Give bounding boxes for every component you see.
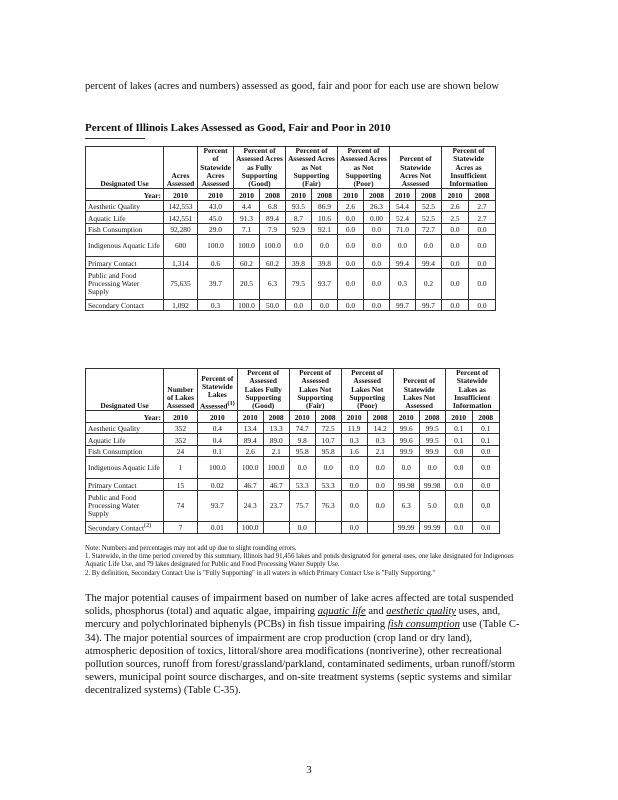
data-cell: 0.0 — [442, 235, 469, 257]
data-cell: 0.0 — [341, 490, 367, 521]
year-cell: 2010 — [198, 411, 238, 423]
table-row — [86, 299, 496, 311]
data-cell: 76.3 — [315, 490, 341, 521]
data-cell: 0.0 — [312, 235, 338, 257]
table-row — [86, 490, 500, 521]
data-cell: 52.4 — [390, 212, 416, 224]
data-cell: 60.2 — [234, 257, 260, 269]
data-cell: 10.6 — [312, 212, 338, 224]
year-cell: 2010 — [234, 189, 260, 201]
data-cell: 9.8 — [289, 434, 315, 446]
data-cell: 0.2 — [416, 268, 442, 299]
data-cell: 0.0 — [442, 268, 469, 299]
year-cell: 2008 — [469, 189, 496, 201]
data-cell: 95.8 — [289, 445, 315, 457]
body-text: The major potential causes of impairment based on number of lake acres affected are total suspended solids, phosphorus (total) and aquatic algae, impairing — [85, 593, 514, 618]
data-cell: 352 — [164, 434, 198, 446]
data-cell: 2.7 — [469, 200, 496, 212]
table-title: Percent of Illinois Lakes Assessed as Good, Fair and Poor in 2010 — [85, 122, 391, 134]
data-cell: 0.0 — [338, 299, 364, 311]
lakes-count-table — [85, 368, 500, 534]
header-number-assessed: Number of Lakes Assessed — [164, 369, 198, 411]
year-cell: 2008 — [315, 411, 341, 423]
header-text: Percent of Statewide Lakes Assessed — [200, 373, 234, 411]
year-cell: 2010 — [164, 189, 198, 201]
data-cell: 79.5 — [286, 268, 312, 299]
intro-paragraph: percent of lakes (acres and numbers) assessed as good, fair and poor for each use are shown below — [85, 81, 500, 92]
data-cell: 0.0 — [472, 490, 499, 521]
data-cell: 0.0 — [338, 212, 364, 224]
footnote-marker: (1) — [227, 400, 235, 407]
row-label: Secondary Contact — [86, 299, 164, 311]
year-cell: 2010 — [237, 411, 263, 423]
header-not-assessed: Percent of Statewide Lakes Not Assessed — [393, 369, 445, 411]
header-not-assessed: Percent of Statewide Acres Not Assessed — [390, 147, 442, 189]
table-row — [86, 235, 496, 257]
data-cell: 0.0 — [469, 299, 496, 311]
data-cell: 0.0 — [472, 457, 499, 479]
table-row — [86, 434, 500, 446]
data-cell: 0.0 — [419, 457, 445, 479]
data-cell: 0.0 — [289, 521, 315, 533]
year-cell: 2010 — [164, 411, 198, 423]
body-paragraph — [85, 592, 525, 698]
data-cell: 0.0 — [393, 457, 419, 479]
header-designated-use: Designated Use — [86, 147, 164, 189]
data-cell: 0.0 — [445, 445, 472, 457]
data-cell: 5.0 — [419, 490, 445, 521]
data-cell: 2.6 — [442, 200, 469, 212]
table-row — [86, 422, 500, 434]
data-cell: 0.0 — [364, 223, 390, 235]
data-cell: 6.8 — [260, 200, 286, 212]
year-cell: 2008 — [260, 189, 286, 201]
data-cell: 26.3 — [364, 200, 390, 212]
data-cell: 0.0 — [472, 521, 499, 533]
row-label-text: Secondary Contact — [88, 523, 145, 533]
data-cell: 99.7 — [390, 299, 416, 311]
data-cell: 0.4 — [198, 422, 238, 434]
header-designated-use: Designated Use — [86, 369, 164, 411]
data-cell: 53.3 — [289, 479, 315, 491]
table-row — [86, 521, 500, 533]
data-cell: 0.3 — [198, 299, 234, 311]
data-cell: 91.3 — [234, 212, 260, 224]
data-cell: 24 — [164, 445, 198, 457]
data-cell: 0.3 — [341, 434, 367, 446]
data-cell — [367, 521, 393, 533]
data-cell: 0.0 — [469, 223, 496, 235]
data-cell: 99.6 — [393, 422, 419, 434]
data-cell: 0.1 — [445, 434, 472, 446]
data-cell: 7 — [164, 521, 198, 533]
data-cell: 13.3 — [263, 422, 289, 434]
data-cell: 0.0 — [364, 235, 390, 257]
data-cell: 74.7 — [289, 422, 315, 434]
page-number: 3 — [306, 764, 312, 776]
data-cell: 0.0 — [364, 257, 390, 269]
data-cell: 39.8 — [312, 257, 338, 269]
data-cell: 0.0 — [286, 299, 312, 311]
data-cell: 0.0 — [338, 257, 364, 269]
data-cell: 0.02 — [198, 479, 238, 491]
data-cell: 0.3 — [390, 268, 416, 299]
header-insufficient-info: Percent of Statewide Acres as Insufficient Information — [442, 147, 496, 189]
data-cell: 0.4 — [198, 434, 238, 446]
data-cell: 99.9 — [393, 445, 419, 457]
table-row — [86, 479, 500, 491]
data-cell: 89.4 — [260, 212, 286, 224]
data-cell: 0.0 — [312, 299, 338, 311]
data-cell: 0.0 — [469, 257, 496, 269]
data-cell: 0.0 — [367, 457, 393, 479]
data-cell: 0.0 — [315, 457, 341, 479]
data-cell: 75,635 — [164, 268, 198, 299]
year-cell: 2010 — [393, 411, 419, 423]
data-cell: 0.01 — [198, 521, 238, 533]
data-cell: 0.0 — [338, 235, 364, 257]
table-row — [86, 257, 496, 269]
data-cell: 52.5 — [416, 212, 442, 224]
data-cell: 53.3 — [315, 479, 341, 491]
data-cell: 0.0 — [364, 299, 390, 311]
data-cell: 0.0 — [445, 490, 472, 521]
data-cell: 2.6 — [237, 445, 263, 457]
row-label: Fish Consumption — [86, 223, 164, 235]
data-cell: 0.0 — [445, 479, 472, 491]
data-cell: 2.5 — [442, 212, 469, 224]
data-cell: 0.0 — [390, 235, 416, 257]
data-cell: 100.0 — [263, 457, 289, 479]
data-cell: 0.0 — [364, 268, 390, 299]
data-cell: 71.0 — [390, 223, 416, 235]
data-cell: 1,092 — [164, 299, 198, 311]
data-cell: 7.9 — [260, 223, 286, 235]
data-cell: 0.0 — [338, 223, 364, 235]
data-cell: 6.3 — [260, 268, 286, 299]
data-cell: 8.7 — [286, 212, 312, 224]
data-cell: 0.00 — [364, 212, 390, 224]
year-cell: 2010 — [390, 189, 416, 201]
table-row — [86, 200, 496, 212]
data-cell: 72.5 — [315, 422, 341, 434]
table-header-row — [86, 147, 496, 189]
data-cell — [263, 521, 289, 533]
acres-table — [85, 146, 496, 311]
data-cell: 14.2 — [367, 422, 393, 434]
data-cell: 89.4 — [237, 434, 263, 446]
year-cell: 2008 — [367, 411, 393, 423]
data-cell: 0.1 — [445, 422, 472, 434]
row-label: Aquatic Life — [86, 434, 164, 446]
year-label: Year: — [86, 189, 164, 201]
data-cell: 4.4 — [234, 200, 260, 212]
table-row — [86, 268, 496, 299]
data-cell: 20.5 — [234, 268, 260, 299]
year-cell: 2008 — [312, 189, 338, 201]
body-text: use (Table C-34). The major potential sources of impairment are crop production (crop land or dry land), atmospheric deposition of toxics, littoral/shore area modifications (nonriverine), other recreational pollution sources, runoff from forest/grassland/parkland, contaminated sediments, urban runoff/storm sewers, municipal point source discharges, and on-site treatment systems (septic systems and similar decentralized systems) (Table C-35). — [85, 619, 520, 697]
data-cell: 93.7 — [312, 268, 338, 299]
header-insufficient-info: Percent of Statewide Lakes as Insufficient Information — [445, 369, 499, 411]
row-label: Aesthetic Quality — [86, 200, 164, 212]
data-cell: 93.7 — [198, 490, 238, 521]
year-cell: 2010 — [338, 189, 364, 201]
note-rounding: Note: Numbers and percentages may not add up due to slight rounding errors. — [85, 545, 297, 552]
data-cell: 0.0 — [469, 235, 496, 257]
data-cell: 99.7 — [416, 299, 442, 311]
data-cell: 13.4 — [237, 422, 263, 434]
data-cell: 99.9 — [419, 445, 445, 457]
row-label: Public and Food Processing Water Supply — [86, 268, 164, 299]
year-cell: 2010 — [341, 411, 367, 423]
footnote-marker: (2) — [144, 522, 152, 529]
table-row — [86, 457, 500, 479]
year-cell: 2010 — [289, 411, 315, 423]
data-cell: 0.1 — [472, 422, 499, 434]
year-cell: 2008 — [364, 189, 390, 201]
year-label: Year: — [86, 411, 164, 423]
data-cell: 0.0 — [469, 268, 496, 299]
body-text: uses, and, mercury and polychlorinated biphenyls (PCBs) in fish tissue impairing — [85, 606, 501, 631]
data-cell: 10.7 — [315, 434, 341, 446]
data-cell: 99.4 — [416, 257, 442, 269]
data-cell: 99.99 — [393, 521, 419, 533]
year-cell: 2010 — [198, 189, 234, 201]
data-cell: 24.3 — [237, 490, 263, 521]
row-label — [86, 521, 164, 533]
year-cell: 2010 — [286, 189, 312, 201]
data-cell: 100.0 — [234, 235, 260, 257]
header-not-supporting-fair: Percent of Assessed Acres as Not Supporting (Fair) — [286, 147, 338, 189]
note-statewide: 1. Statewide, in the time period covered by this summary, Illinois had 91,456 lakes and ponds designated for general uses, one lake designated for Indigenous Aquatic Life Use, and 79 lakes designated for Public and Food Processing Water Supply Use. — [85, 553, 514, 569]
year-row — [86, 411, 500, 423]
table-row — [86, 445, 500, 457]
row-label: Aesthetic Quality — [86, 422, 164, 434]
data-cell: 100.0 — [237, 457, 263, 479]
data-cell: 0.0 — [338, 268, 364, 299]
data-cell: 52.5 — [416, 200, 442, 212]
year-cell: 2008 — [263, 411, 289, 423]
table-header-row — [86, 369, 500, 411]
data-cell: 0.0 — [445, 521, 472, 533]
data-cell: 100.0 — [234, 299, 260, 311]
row-label: Fish Consumption — [86, 445, 164, 457]
data-cell: 0.0 — [341, 479, 367, 491]
row-label: Aquatic Life — [86, 212, 164, 224]
data-cell: 1.6 — [341, 445, 367, 457]
data-cell: 99.5 — [419, 422, 445, 434]
data-cell: 1,314 — [164, 257, 198, 269]
data-cell — [315, 521, 341, 533]
data-cell: 92.9 — [286, 223, 312, 235]
data-cell: 0.1 — [198, 445, 238, 457]
data-cell: 0.3 — [367, 434, 393, 446]
data-cell: 99.6 — [393, 434, 419, 446]
data-cell: 15 — [164, 479, 198, 491]
data-cell: 99.99 — [419, 521, 445, 533]
data-cell: 1 — [164, 457, 198, 479]
table-notes — [85, 545, 525, 578]
data-cell: 50.0 — [260, 299, 286, 311]
data-cell: 2.1 — [263, 445, 289, 457]
data-cell: 6.3 — [393, 490, 419, 521]
table-row — [86, 223, 496, 235]
year-cell: 2010 — [442, 189, 469, 201]
data-cell: 43.0 — [198, 200, 234, 212]
data-cell: 0.0 — [442, 223, 469, 235]
data-cell: 0.0 — [367, 490, 393, 521]
data-cell: 142,553 — [164, 200, 198, 212]
data-cell: 0.6 — [198, 257, 234, 269]
data-cell: 99.98 — [393, 479, 419, 491]
data-cell: 99.98 — [419, 479, 445, 491]
header-not-supporting-fair: Percent of Assessed Lakes Not Supporting (Fair) — [289, 369, 341, 411]
data-cell: 11.9 — [341, 422, 367, 434]
header-fully-supporting: Percent of Assessed Lakes Fully Supporting (Good) — [237, 369, 289, 411]
year-cell: 2008 — [416, 189, 442, 201]
data-cell: 100.0 — [237, 521, 263, 533]
row-label: Indigenous Aquatic Life — [86, 457, 164, 479]
header-not-supporting-poor: Percent of Assessed Acres as Not Supporting (Poor) — [338, 147, 390, 189]
row-label: Public and Food Processing Water Supply — [86, 490, 164, 521]
fish-consumption-link[interactable]: fish consumption — [387, 619, 460, 631]
header-pct-statewide-lakes — [198, 369, 238, 411]
data-cell: 0.0 — [442, 299, 469, 311]
data-cell: 2.7 — [469, 212, 496, 224]
data-cell: 99.4 — [390, 257, 416, 269]
aesthetic-quality-link[interactable]: aesthetic quality — [386, 606, 457, 618]
data-cell: 0.0 — [416, 235, 442, 257]
data-cell: 2.6 — [338, 200, 364, 212]
header-pct-statewide-assessed: Percent of Statewide Acres Assessed — [198, 147, 234, 189]
data-cell: 0.0 — [341, 457, 367, 479]
data-cell: 0.0 — [289, 457, 315, 479]
data-cell: 86.9 — [312, 200, 338, 212]
data-cell: 0.0 — [472, 445, 499, 457]
title-rule — [85, 138, 145, 139]
data-cell: 89.0 — [263, 434, 289, 446]
data-cell: 46.7 — [237, 479, 263, 491]
body-text: and — [365, 606, 387, 618]
row-label: Primary Contact — [86, 257, 164, 269]
data-cell: 2.1 — [367, 445, 393, 457]
data-cell: 74 — [164, 490, 198, 521]
data-cell: 72.7 — [416, 223, 442, 235]
data-cell: 92.1 — [312, 223, 338, 235]
data-cell: 39.8 — [286, 257, 312, 269]
header-not-supporting-poor: Percent of Assessed Lakes Not Supporting (Poor) — [341, 369, 393, 411]
year-row — [86, 189, 496, 201]
data-cell: 7.1 — [234, 223, 260, 235]
year-cell: 2010 — [445, 411, 472, 423]
data-cell: 0.0 — [341, 521, 367, 533]
data-cell: 75.7 — [289, 490, 315, 521]
aquatic-life-link[interactable]: aquatic life — [317, 606, 366, 618]
data-cell: 54.4 — [390, 200, 416, 212]
data-cell: 0.0 — [367, 479, 393, 491]
data-cell: 46.7 — [263, 479, 289, 491]
data-cell: 39.7 — [198, 268, 234, 299]
data-cell: 352 — [164, 422, 198, 434]
year-cell: 2008 — [472, 411, 499, 423]
table-row — [86, 212, 496, 224]
data-cell: 600 — [164, 235, 198, 257]
row-label: Indigenous Aquatic Life — [86, 235, 164, 257]
data-cell: 0.0 — [472, 479, 499, 491]
data-cell: 93.5 — [286, 200, 312, 212]
data-cell: 95.8 — [315, 445, 341, 457]
data-cell: 0.0 — [442, 257, 469, 269]
year-cell: 2008 — [419, 411, 445, 423]
data-cell: 100.0 — [260, 235, 286, 257]
note-secondary-contact: 2. By definition, Secondary Contact Use is "Fully Supporting" in all waters in which Primary Contact Use is "Fully Supporting." — [85, 569, 436, 577]
header-acres-assessed: Acres Assessed — [164, 147, 198, 189]
data-cell: 0.0 — [286, 235, 312, 257]
row-label: Primary Contact — [86, 479, 164, 491]
data-cell: 0.0 — [445, 457, 472, 479]
data-cell: 92,280 — [164, 223, 198, 235]
data-cell: 0.1 — [472, 434, 499, 446]
data-cell: 60.2 — [260, 257, 286, 269]
data-cell: 45.0 — [198, 212, 234, 224]
data-cell: 99.5 — [419, 434, 445, 446]
data-cell: 100.0 — [198, 457, 238, 479]
data-cell: 23.7 — [263, 490, 289, 521]
data-cell: 100.0 — [198, 235, 234, 257]
data-cell: 29.0 — [198, 223, 234, 235]
data-cell: 142,551 — [164, 212, 198, 224]
header-fully-supporting: Percent of Assessed Acres as Fully Supporting (Good) — [234, 147, 286, 189]
